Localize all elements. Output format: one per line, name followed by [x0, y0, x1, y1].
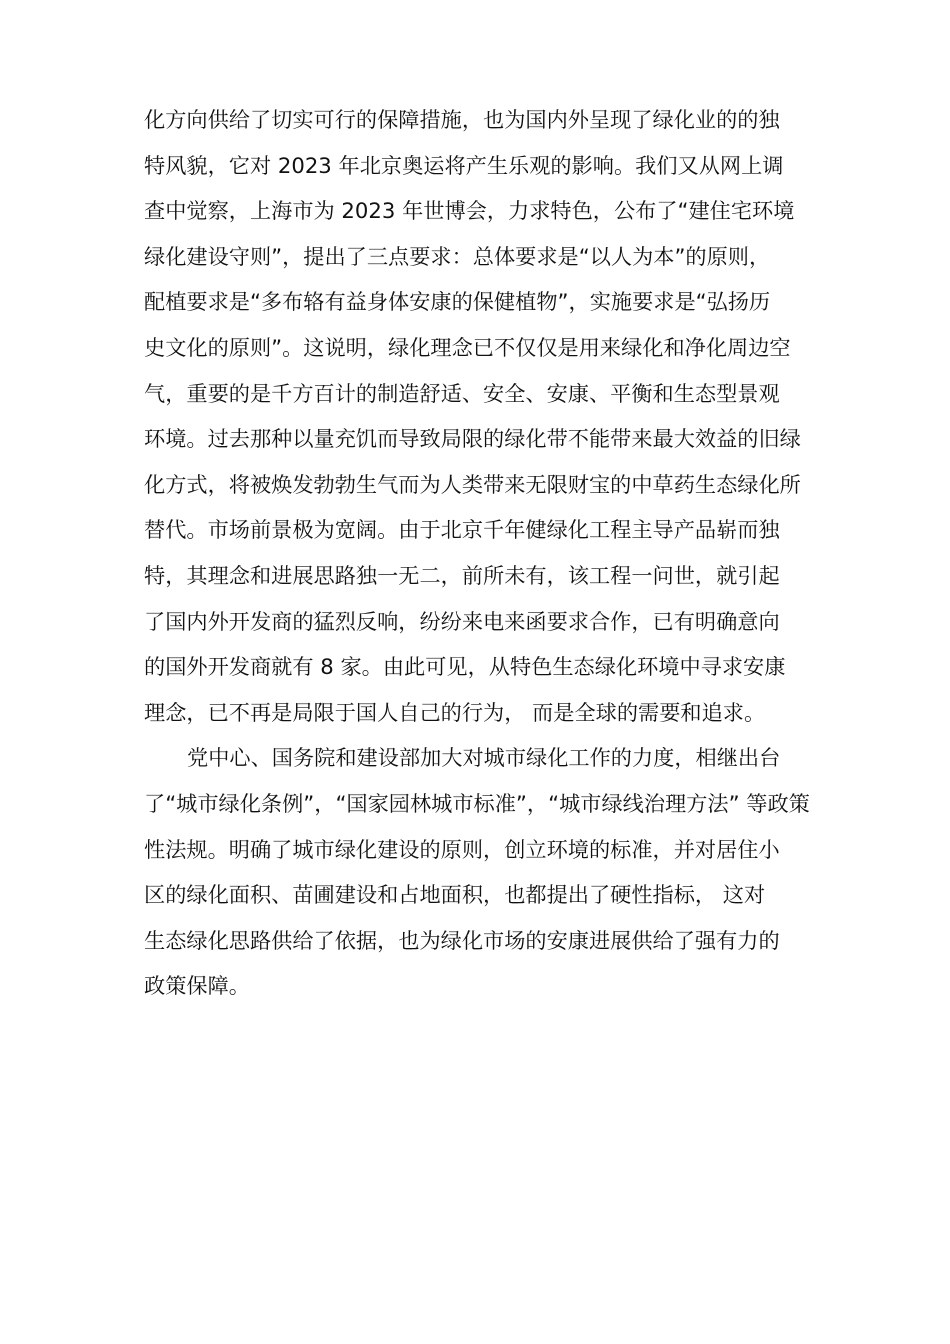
- text-line: 史文化的原则”。这说明，绿化理念已不仅仅是用来绿化和净化周边空: [144, 334, 791, 360]
- text-line: 查中觉察，上海市为 2023 年世博会，力求特色，公布了“建住宅环境: [144, 198, 795, 224]
- text-line: 生态绿化思路供给了依据，也为绿化市场的安康进展供给了强有力的: [144, 927, 780, 953]
- text-line: 政策保障。: [144, 973, 250, 999]
- text-line: 特，其理念和进展思路独一无二，前所未有，该工程一问世，就引起: [144, 562, 780, 588]
- text-line: 化方向供给了切实可行的保障措施，也为国内外呈现了绿化业的的独: [144, 107, 780, 132]
- paragraph-1: [144, 97, 824, 735]
- text-line: 区的绿化面积、苗圃建设和占地面积，也都提出了硬性指标， 这对: [144, 882, 766, 908]
- text-line: 性法规。明确了城市绿化建设的原则，创立环境的标准，并对居住小: [144, 836, 780, 862]
- body-text: [144, 97, 824, 1009]
- text-line: 特风貌，它对 2023 年北京奥运将产生乐观的影响。我们又从网上调: [144, 152, 784, 178]
- paragraph-2: [144, 735, 824, 1009]
- text-line: 气，重要的是千方百计的制造舒适、安全、安康、平衡和生态型景观: [144, 380, 780, 406]
- text-line: 的国外开发商就有 8 家。由此可见，从特色生态绿化环境中寻求安康: [144, 654, 786, 680]
- text-line: 替代。市场前景极为宽阔。由于北京千年健绿化工程主导产品崭而独: [144, 517, 780, 543]
- text-line: 化方式，将被焕发勃勃生气而为人类带来无限财宝的中草药生态绿化所: [144, 471, 801, 497]
- text-line-indented: 党中心、国务院和建设部加大对城市绿化工作的力度，相继出台: [187, 745, 781, 771]
- text-line: 绿化建设守则”，提出了三点要求：总体要求是“以人为本”的原则，: [144, 243, 771, 269]
- text-line: 了“城市绿化条例”，“国家园林城市标准”，“城市绿线治理方法” 等政策: [144, 790, 810, 816]
- text-line: 了国内外开发商的猛烈反响，纷纷来电来函要求合作，已有明确意向: [144, 608, 780, 634]
- text-line: 配植要求是“多布辂有益身体安康的保健植物”，实施要求是“弘扬历: [144, 289, 771, 315]
- text-line: 理念，已不再是局限于国人自己的行为， 而是全球的需要和追求。: [144, 699, 766, 725]
- text-line: 环境。过去那种以量充饥而导致局限的绿化带不能带来最大效益的旧绿: [144, 426, 801, 452]
